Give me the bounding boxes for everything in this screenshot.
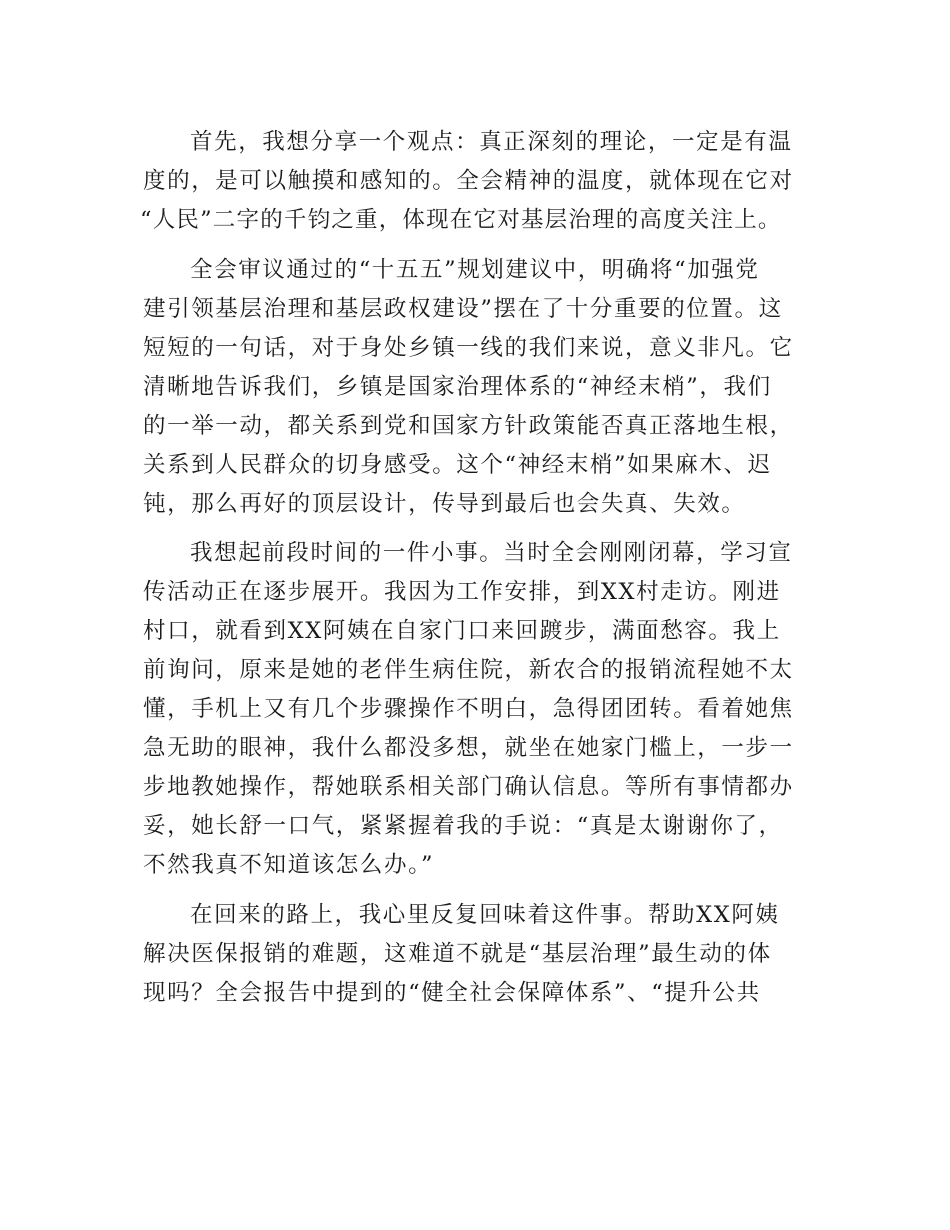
paragraph-3-line-4: 前询问，原来是她的老伴生病住院，新农合的报销流程她不太 [143,657,794,683]
paragraph-3-line-1: 我想起前段时间的一件小事。当时全会刚刚闭幕，学习宣 [190,540,793,566]
paragraph-3-line-9: 不然我真不知道该怎么办。” [143,852,435,878]
paragraph-3-line-2: 传活动正在逐步展开。我因为工作安排，到XX村走访。刚进 [143,579,781,605]
paragraph-1-line-1: 首先，我想分享一个观点：真正深刻的理论，一定是有温 [190,129,793,155]
paragraph-1-line-2: 度的，是可以触摸和感知的。全会精神的温度，就体现在它对 [143,168,794,194]
paragraph-2-line-3: 短短的一句话，对于身处乡镇一线的我们来说，意义非凡。它 [143,335,794,361]
paragraph-4-line-2: 解决医保报销的难题，这难道不就是“基层治理”最生动的体 [143,941,772,967]
paragraph-4-line-1: 在回来的路上，我心里反复回味着这件事。帮助XX阿姨 [190,902,780,928]
paragraph-2-line-2: 建引领基层治理和基层政权建设”摆在了十分重要的位置。这 [143,296,783,322]
paragraph-3-line-6: 急无助的眼神，我什么都没多想，就坐在她家门槛上，一步一 [143,735,794,761]
paragraph-4-line-3: 现吗？全会报告中提到的“健全社会保障体系”、“提升公共 [143,980,761,1006]
paragraph-3-line-3: 村口，就看到XX阿姨在自家门口来回踱步，满面愁容。我上 [143,618,781,644]
paragraph-2-line-6: 关系到人民群众的切身感受。这个“神经末梢”如果麻木、迟 [143,452,772,478]
paragraph-2-line-4: 清晰地告诉我们，乡镇是国家治理体系的“神经末梢”，我们 [143,374,772,400]
paragraph-3-line-5: 懂，手机上又有几个步骤操作不明白，急得团团转。看着她焦 [143,696,794,722]
paragraph-1-line-3: “人民”二字的千钧之重，体现在它对基层治理的高度关注上。 [140,207,782,233]
paragraph-2-line-7: 钝，那么再好的顶层设计，传导到最后也会失真、失效。 [143,491,746,517]
paragraph-2-line-5: 的一举一动，都关系到党和国家方针政策能否真正落地生根， [143,413,794,439]
paragraph-2-line-1: 全会审议通过的“十五五”规划建议中，明确将“加强党 [190,257,760,283]
paragraph-3-line-8: 妥，她长舒一口气，紧紧握着我的手说：“真是太谢谢你了， [143,813,783,839]
paragraph-3-line-7: 步地教她操作，帮她联系相关部门确认信息。等所有事情都办 [143,774,794,800]
